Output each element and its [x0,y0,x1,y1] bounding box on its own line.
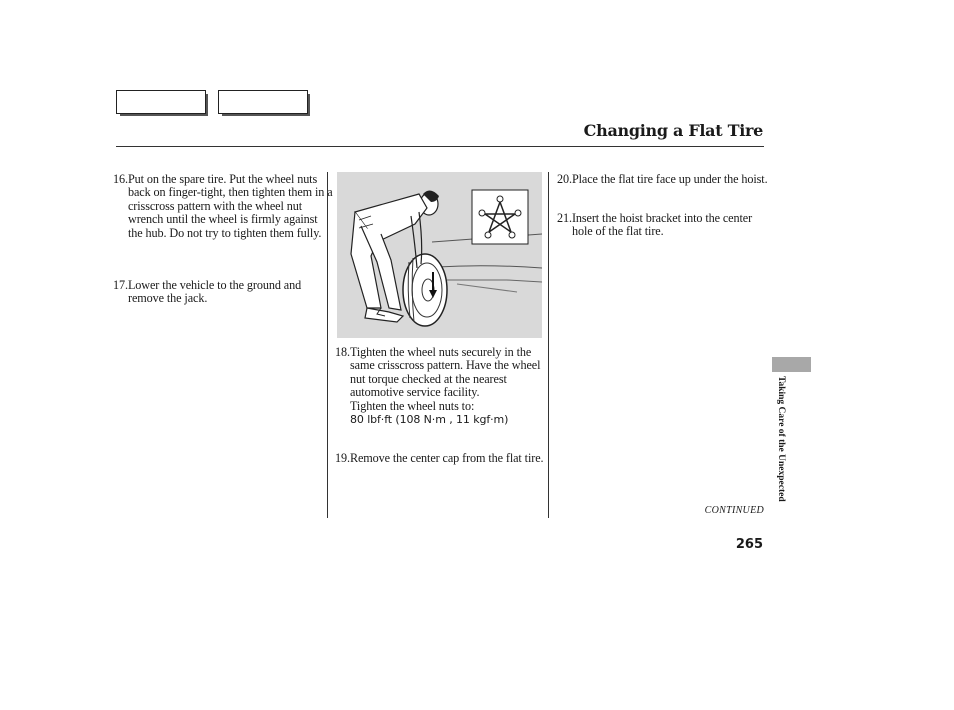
step-text: Remove the center cap from the flat tire. [349,451,544,465]
step-text: Put on the spare tire. Put the wheel nuts back on finger-tight, then tighten them in a crisscross pattern with the wheel nut wrench until the wheel is firmly against the hub. Do not try to tighten them fully. [127,172,333,240]
step-text: Lower the vehicle to the ground and remove the jack. [127,278,302,306]
step-number: 17. [113,278,128,292]
step-number: 20. [557,172,572,186]
step-text: Insert the hoist bracket into the center hole of the flat tire. [571,211,753,239]
tire-change-illustration [337,172,542,338]
step-16 [113,173,334,240]
nav-button-next[interactable] [218,90,308,114]
step-text: Tighten the wheel nuts securely in the same crisscross pattern. Have the wheel nut torque checked at the nearest automotive service facility. [349,345,541,400]
step-number: 16. [113,172,128,186]
person-tightening-wheel-nuts-icon [337,172,542,338]
step-text: Place the flat tire face up under the hoist. [571,172,768,186]
section-tab[interactable] [772,357,811,372]
step-number: 18. [335,345,350,359]
column-divider-2 [548,172,549,518]
page-title: Changing a Flat Tire [583,121,763,140]
step-19 [335,452,558,465]
continued-label: CONTINUED [704,505,764,516]
step-number: 21. [557,211,572,225]
torque-value: 80 lbf·ft (108 N·m , 11 kgf·m) [350,413,509,427]
page-number: 265 [735,537,763,552]
step-18 [335,346,558,426]
step-21 [557,212,768,239]
torque-note: Tighten the wheel nuts to: [350,398,475,413]
header-rule [116,146,764,147]
step-20 [557,173,768,186]
step-number: 19. [335,451,350,465]
section-label: Taking Care of the Unexpected [776,376,786,502]
nav-button-previous[interactable] [116,90,206,114]
step-17 [113,279,334,306]
